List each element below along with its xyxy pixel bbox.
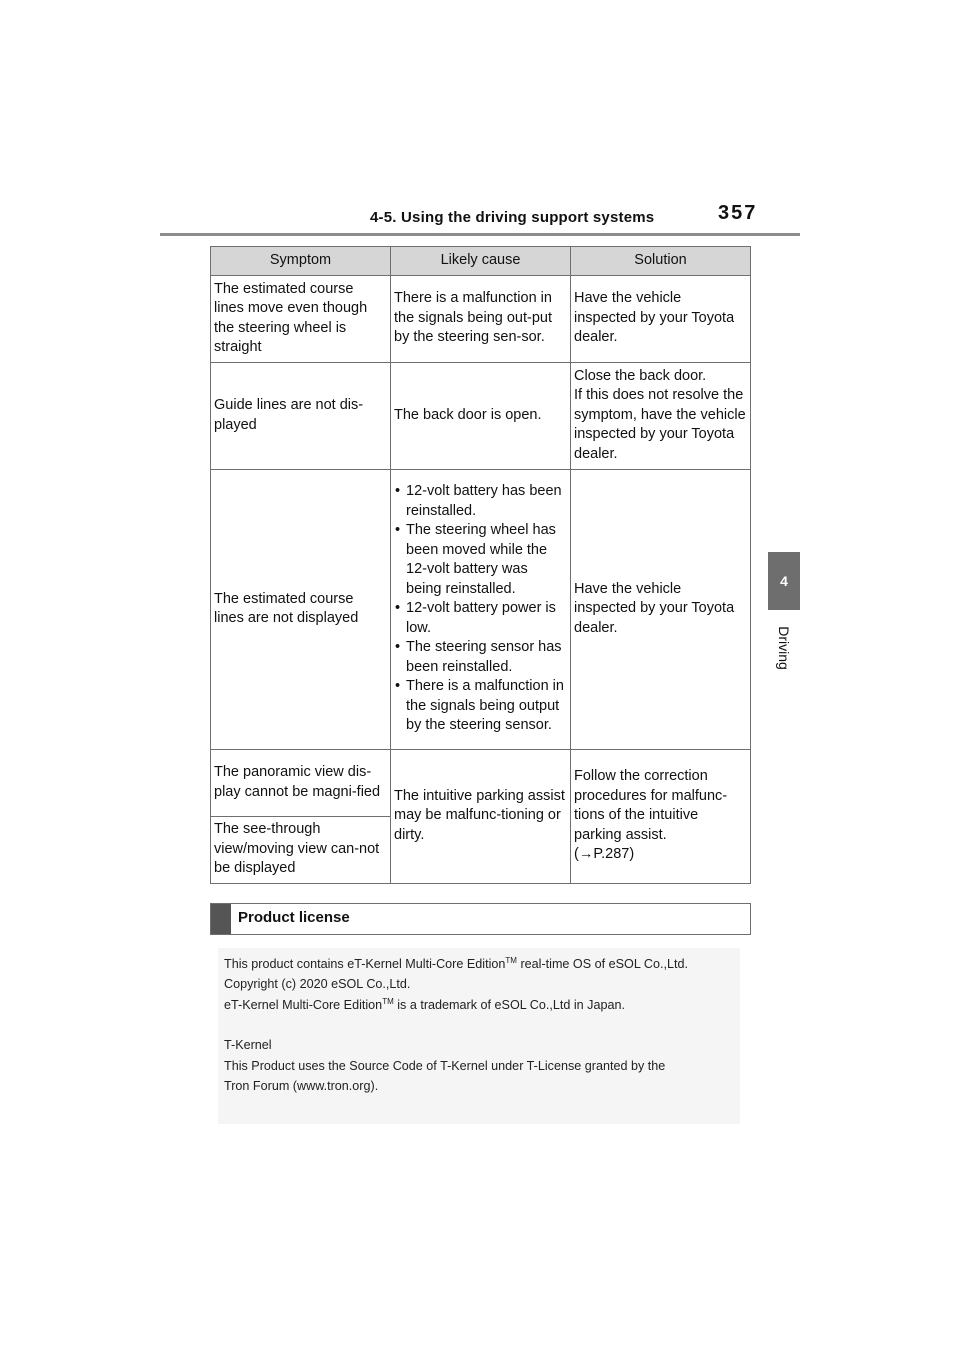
solution-cell: Follow the correction procedures for malfunc-tions of the intuitive parking assist. (→P.287) xyxy=(571,750,751,884)
table-row xyxy=(211,750,751,817)
page-reference: P.287 xyxy=(593,846,630,863)
solution-text: Follow the correction procedures for malfunc-tions of the intuitive parking assist. xyxy=(574,768,728,843)
symptom-cell: The estimated course lines move even though the steering wheel is straight xyxy=(211,276,391,363)
header-solution: Solution xyxy=(571,247,751,276)
header-likely-cause: Likely cause xyxy=(391,247,571,276)
section-title: 4-5. Using the driving support systems xyxy=(370,209,655,226)
solution-cell xyxy=(571,363,751,470)
header-symptom: Symptom xyxy=(211,247,391,276)
heading-title: Product license xyxy=(238,909,350,926)
list-item: • The steering sensor has been reinstalled. xyxy=(394,638,567,677)
symptom-cell: The see-through view/moving view can-not be displayed xyxy=(211,817,391,884)
table-row xyxy=(211,363,751,470)
license-line: Copyright (c) 2020 eSOL Co.,Ltd. xyxy=(224,977,411,992)
symptom-cell: Guide lines are not dis-played xyxy=(211,363,391,470)
license-line: This product contains eT-Kernel Multi-Core Edition™ real-time OS of eSOL Co.,Ltd. xyxy=(224,955,688,971)
license-line: This Product uses the Source Code of T-Kernel under T-License granted by the xyxy=(224,1058,666,1073)
list-item: • 12-volt battery power is low. xyxy=(394,599,567,638)
solution-line: Close the back door. xyxy=(574,367,707,384)
list-item: • 12-volt battery has been reinstalled. xyxy=(394,482,567,521)
heading-marker xyxy=(211,904,231,934)
symptom-cell: The estimated course lines are not displayed xyxy=(211,470,391,750)
cause-cell xyxy=(391,470,571,750)
solution-cell: Have the vehicle inspected by your Toyota dealer. xyxy=(571,276,751,363)
list-item: • There is a malfunction in the signals being output by the steering sensor. xyxy=(394,677,567,736)
product-license-heading xyxy=(210,903,751,935)
symptom-cell: The panoramic view dis-play cannot be magni-fied xyxy=(211,750,391,817)
page-number: 357 xyxy=(718,202,758,224)
table-row xyxy=(211,470,751,750)
list-item: • The steering wheel has been moved while the 12-volt battery was being reinstalled. xyxy=(394,521,567,599)
cause-cell: The intuitive parking assist may be malfunc-tioning or dirty. xyxy=(391,750,571,884)
table-row xyxy=(211,276,751,363)
cause-cell: The back door is open. xyxy=(391,363,571,470)
cause-cell: There is a malfunction in the signals being out-put by the steering sen-sor. xyxy=(391,276,571,363)
arrow-icon: → xyxy=(578,846,594,863)
license-line: Tron Forum (www.tron.org). xyxy=(224,1079,379,1094)
license-line: T-Kernel xyxy=(224,1038,272,1053)
solution-cell: Have the vehicle inspected by your Toyota dealer. xyxy=(571,470,751,750)
troubleshooting-table xyxy=(210,246,751,884)
table-header-row xyxy=(211,247,751,276)
license-line: eT-Kernel Multi-Core Edition™ is a trademark of eSOL Co.,Ltd in Japan. xyxy=(224,996,625,1012)
chapter-label-wrap xyxy=(768,618,800,678)
solution-line: If this does not resolve the symptom, have the vehicle inspected by your Toyota dealer. xyxy=(574,387,746,462)
cause-list xyxy=(394,482,567,736)
chapter-tab xyxy=(768,552,800,610)
chapter-label: Driving xyxy=(776,626,793,670)
header-rule xyxy=(160,233,800,236)
license-text-box xyxy=(218,948,740,1124)
chapter-number: 4 xyxy=(780,573,788,589)
